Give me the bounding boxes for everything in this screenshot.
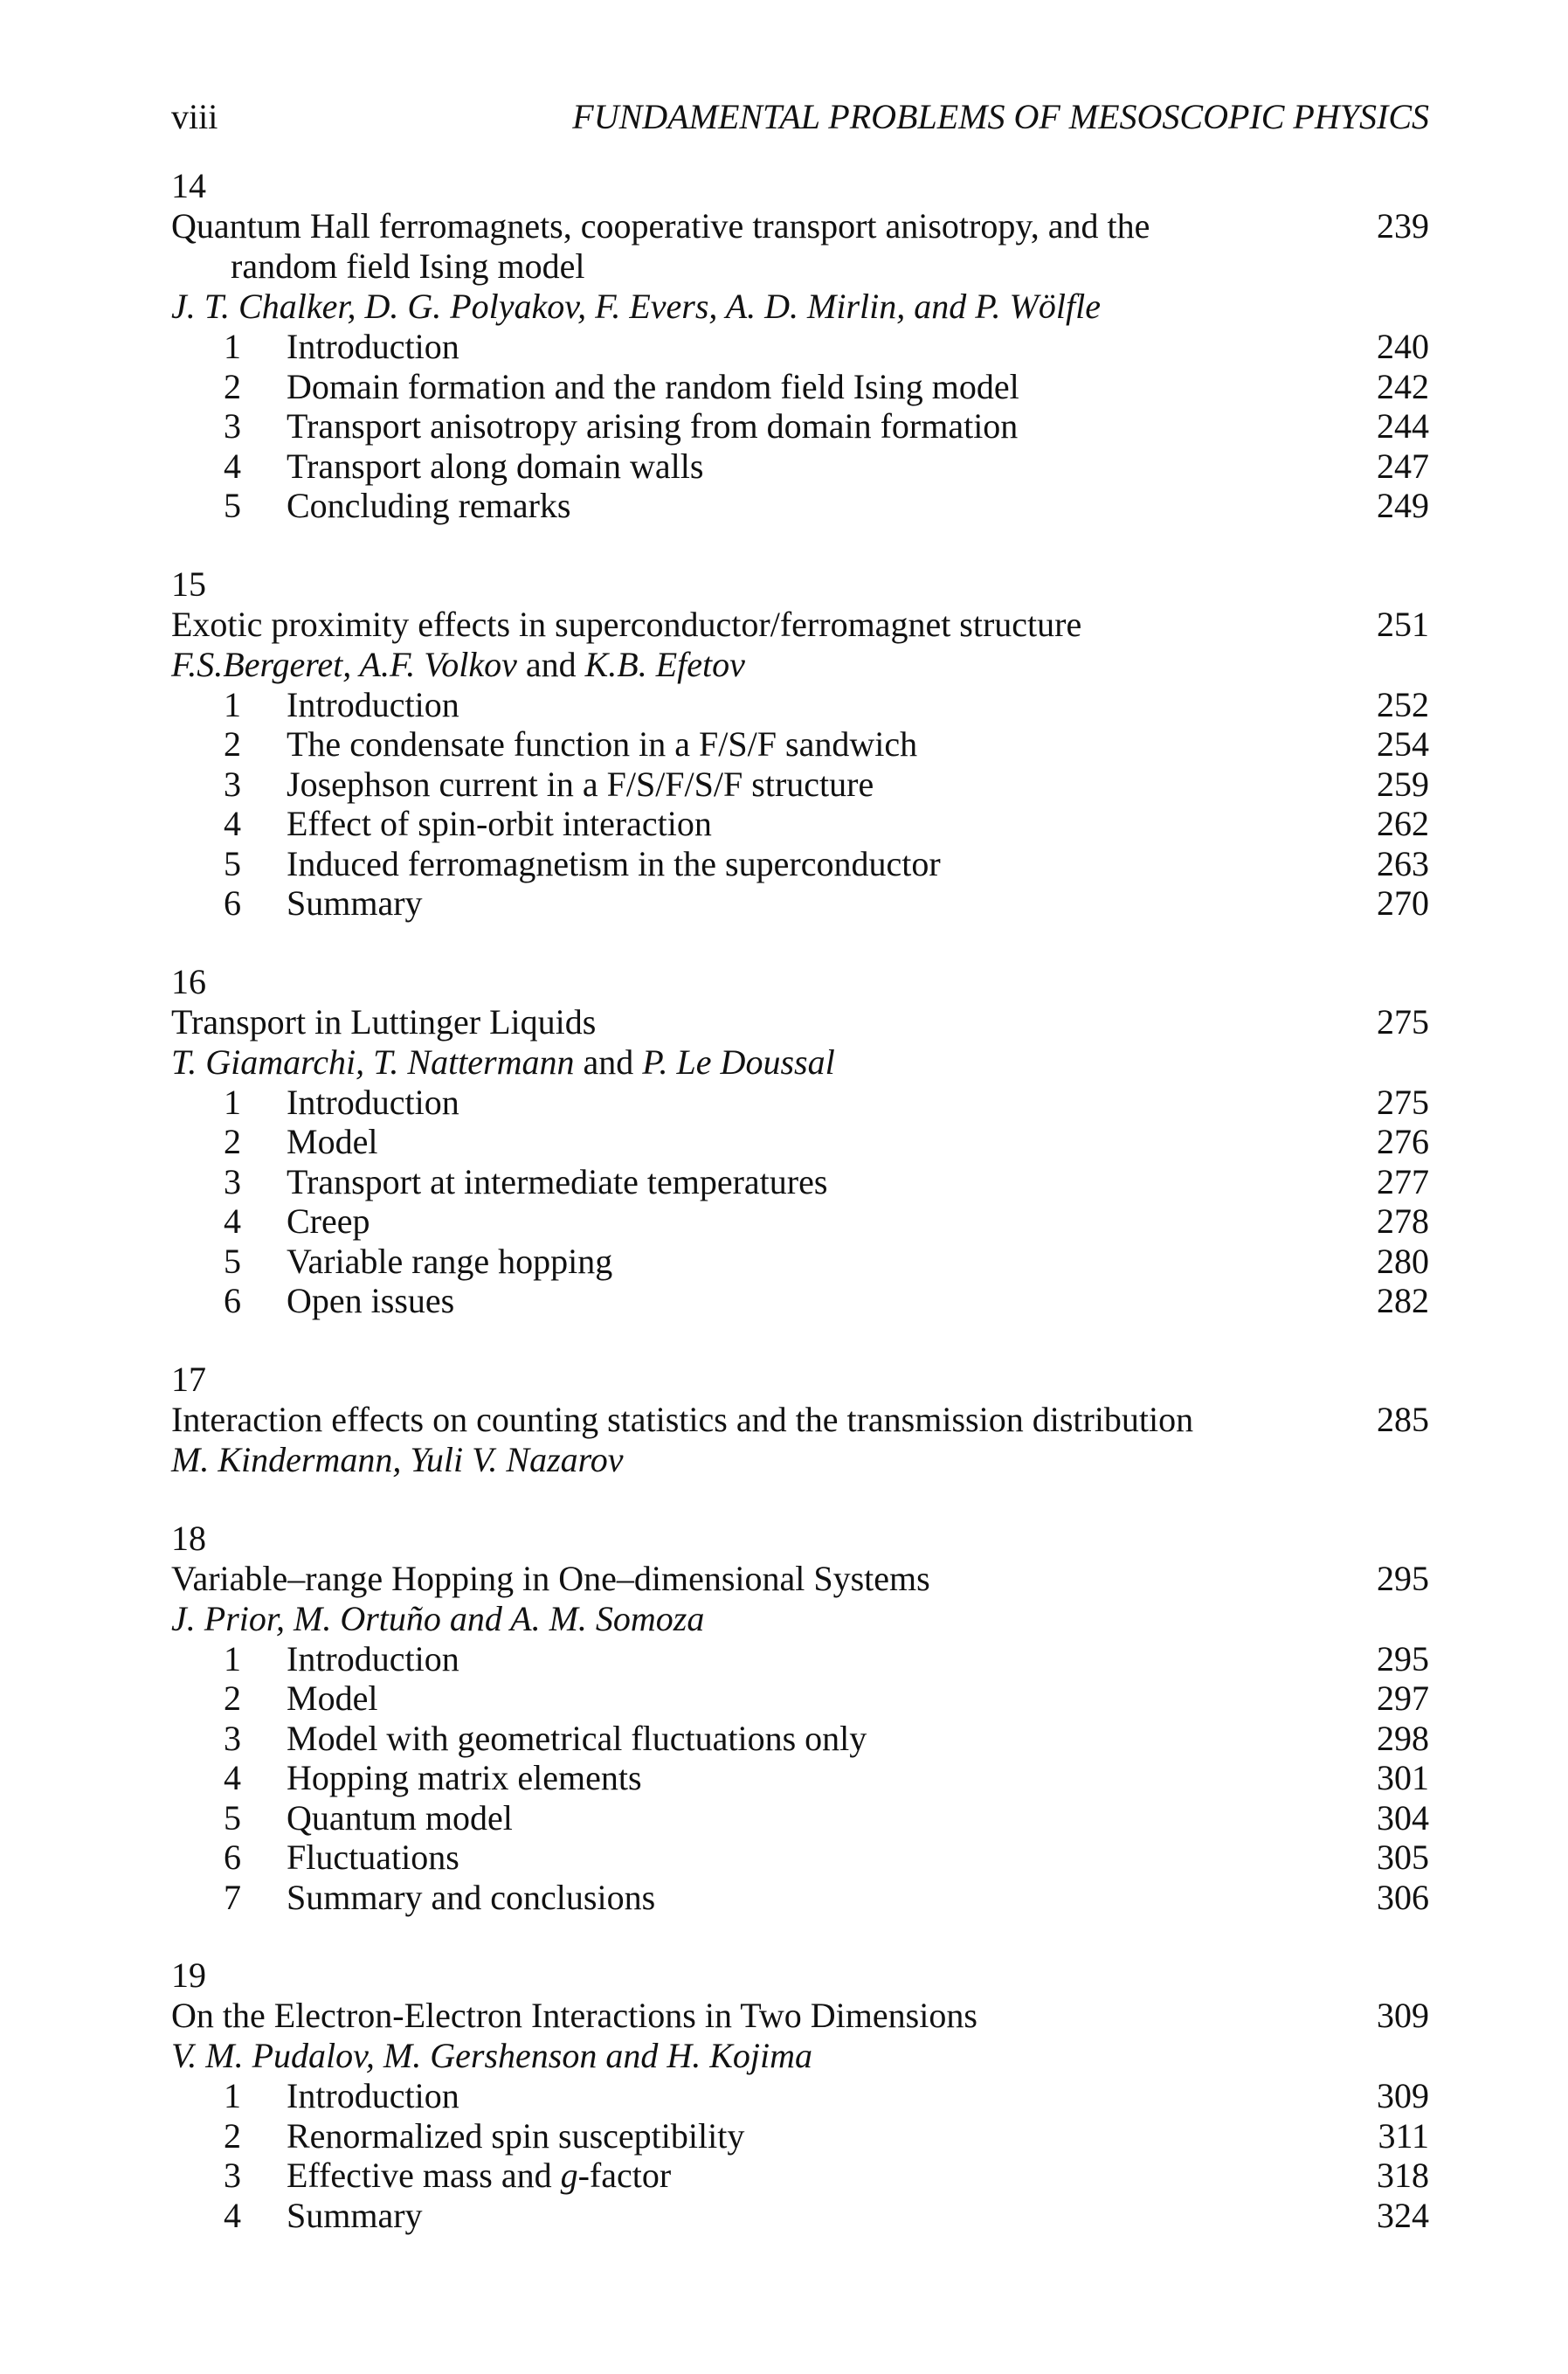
chapter-title-row[interactable] <box>171 605 1429 645</box>
chapter-authors: M. Kindermann, Yuli V. Nazarov <box>171 1439 624 1479</box>
chapter-17 <box>171 1360 1429 1480</box>
section-row[interactable]: 1 Introduction 295 <box>224 1638 1429 1678</box>
chapter-title-row[interactable] <box>171 206 1429 287</box>
chapter-16 <box>171 962 1429 1321</box>
section-row[interactable]: 1 Introduction 309 <box>224 2076 1429 2115</box>
section-row[interactable]: 2 Model 297 <box>224 1678 1429 1718</box>
chapter-page: 251 <box>1377 604 1429 644</box>
chapter-title: Interaction effects on counting statistics and the transmission distribution <box>171 1399 1194 1439</box>
section-row[interactable]: 3 Model with geometrical fluctuations only 298 <box>224 1718 1429 1758</box>
section-row[interactable]: 5 Variable range hopping 280 <box>224 1241 1429 1281</box>
chapter-page: 239 <box>1377 206 1429 246</box>
chapter-19 <box>171 1955 1429 2235</box>
chapter-page: 275 <box>1377 1001 1429 1042</box>
page-number: viii <box>171 97 218 136</box>
section-row[interactable]: 4 Transport along domain walls 247 <box>224 446 1429 486</box>
chapter-authors: F.S.Bergeret, A.F. Volkov and K.B. Efetov <box>171 644 745 684</box>
section-title: Effective mass and g-factor <box>287 2156 672 2195</box>
chapter-title: Transport in Luttinger Liquids <box>171 1001 597 1042</box>
section-row[interactable]: 3 Transport anisotropy arising from domain formation 244 <box>224 406 1429 446</box>
section-row[interactable]: 4 Summary 324 <box>224 2195 1429 2235</box>
chapter-page: 295 <box>1377 1558 1429 1598</box>
section-row[interactable]: 6 Fluctuations 305 <box>224 1838 1429 1877</box>
chapter-page: 285 <box>1377 1399 1429 1439</box>
chapter-page: 309 <box>1377 1996 1429 2035</box>
section-row[interactable]: 4 Creep 278 <box>224 1201 1429 1241</box>
page-header <box>171 96 1429 149</box>
chapter-number: 16 <box>171 961 206 1001</box>
section-row[interactable]: 2 Renormalized spin susceptibility 311 <box>224 2115 1429 2156</box>
chapter-15 <box>171 564 1429 924</box>
section-row[interactable]: 3 Effective mass and g-factor 318 <box>224 2156 1429 2195</box>
chapter-14 <box>171 166 1429 526</box>
section-row[interactable]: 6 Open issues 282 <box>224 1281 1429 1320</box>
chapter-number: 15 <box>171 564 206 604</box>
section-row[interactable]: 5 Quantum model 304 <box>224 1797 1429 1838</box>
section-row[interactable]: 2 Model 276 <box>224 1122 1429 1161</box>
chapter-18 <box>171 1519 1429 1918</box>
running-title: FUNDAMENTAL PROBLEMS OF MESOSCOPIC PHYSICS <box>572 97 1429 136</box>
section-row[interactable]: 2 Domain formation and the random field Ising model 242 <box>224 366 1429 406</box>
section-row[interactable]: 1 Introduction 275 <box>224 1082 1429 1122</box>
chapter-title-row[interactable] <box>171 1559 1429 1599</box>
section-row[interactable]: 4 Hopping matrix elements 301 <box>224 1758 1429 1797</box>
section-row[interactable]: 5 Induced ferromagnetism in the superconductor 263 <box>224 843 1429 883</box>
chapter-number: 18 <box>171 1518 206 1558</box>
toc-page <box>171 96 1429 2274</box>
chapter-authors: V. M. Pudalov, M. Gershenson and H. Kojima <box>171 2036 813 2075</box>
section-row[interactable]: 1 Introduction 252 <box>224 684 1429 724</box>
section-row[interactable]: 5 Concluding remarks 249 <box>224 486 1429 525</box>
chapter-number: 19 <box>171 1955 206 1995</box>
chapter-title: Quantum Hall ferromagnets, cooperative transport anisotropy, and the random field Ising model <box>171 206 1150 286</box>
chapter-number: 14 <box>171 166 206 205</box>
section-row[interactable]: 6 Summary 270 <box>224 883 1429 923</box>
section-row[interactable]: 4 Effect of spin-orbit interaction 262 <box>224 804 1429 843</box>
chapter-authors: J. Prior, M. Ortuño and A. M. Somoza <box>171 1598 705 1638</box>
chapter-authors: J. T. Chalker, D. G. Polyakov, F. Evers, A. D. Mirlin, and P. Wölfle <box>171 287 1101 326</box>
section-row[interactable]: 2 The condensate function in a F/S/F sandwich 254 <box>224 724 1429 764</box>
chapter-authors: T. Giamarchi, T. Nattermann and P. Le Doussal <box>171 1042 835 1082</box>
chapter-title: On the Electron-Electron Interactions in Two Dimensions <box>171 1996 977 2035</box>
chapter-title-row[interactable] <box>171 1002 1429 1042</box>
chapter-number: 17 <box>171 1359 206 1399</box>
section-row[interactable]: 1 Introduction 240 <box>224 327 1429 366</box>
chapter-title-row[interactable] <box>171 1400 1429 1440</box>
chapter-title: Variable–range Hopping in One–dimensional Systems <box>171 1558 930 1598</box>
chapter-title: Exotic proximity effects in superconductor/ferromagnet structure <box>171 604 1082 644</box>
section-row[interactable]: 7 Summary and conclusions 306 <box>224 1877 1429 1917</box>
section-row[interactable]: 3 Transport at intermediate temperatures 277 <box>224 1161 1429 1201</box>
section-row[interactable]: 3 Josephson current in a F/S/F/S/F structure 259 <box>224 764 1429 804</box>
chapter-title-row[interactable] <box>171 1996 1429 2036</box>
